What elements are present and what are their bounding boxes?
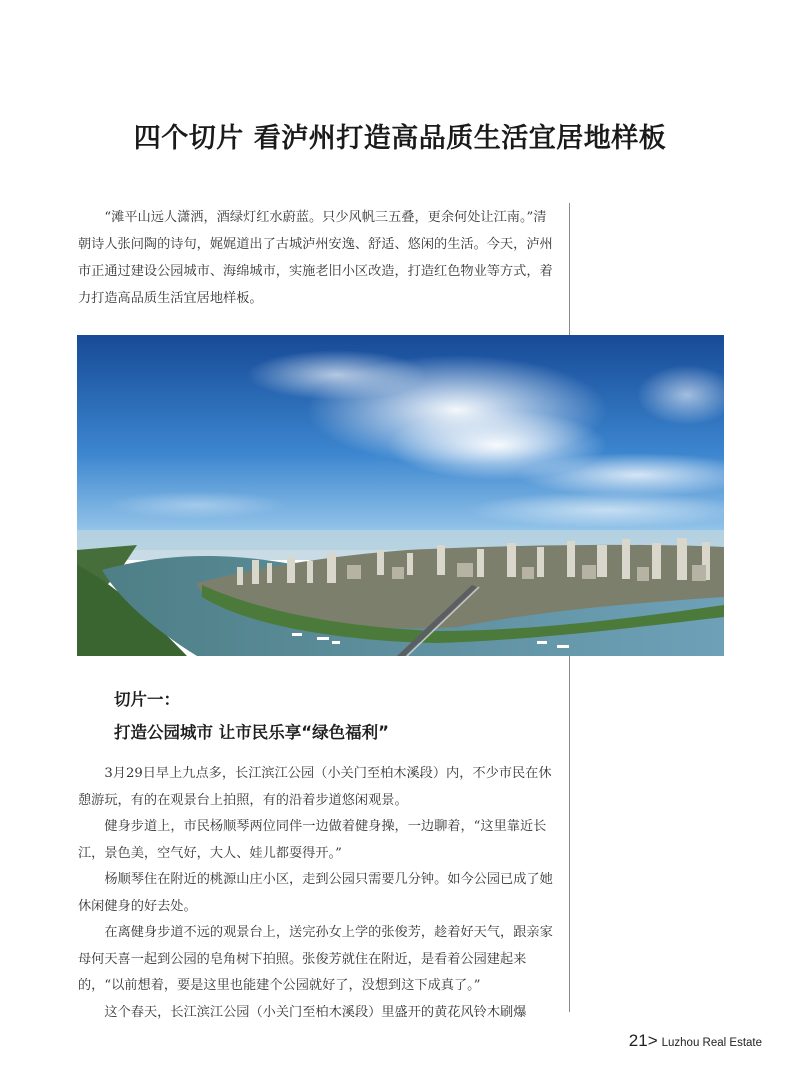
body-paragraph: 健身步道上，市民杨顺琴两位同伴一边做着健身操，一边聊着，“这里靠近长江，景色美，空气好，大人、娃儿都耍得开。” [78, 819, 547, 861]
section-label: 切片一： [114, 690, 180, 709]
column-divider-top [569, 203, 570, 335]
body-paragraph: 在离健身步道不远的观景台上，送完孙女上学的张俊芳，趁着好天气，跟亲家母何天喜一起到公园的皂角树下拍照。张俊芳就住在附近，是看着公园建起来的，“以前想着，要是这里也能建个公园就好了，没想到这下成真了。” [78, 925, 553, 993]
intro-paragraph: “滩平山远人潇洒，酒绿灯红水蔚蓝。只少风帆三五叠，更余何处让江南。”清朝诗人张问陶的诗句，娓娓道出了古城泸州安逸、舒适、悠闲的生活。今天，泸州市正通过建设公园城市、海绵城市，实施老旧小区改造，打造红色物业等方式，着力打造高品质生活宜居地样板。 [78, 210, 553, 306]
page-number: 21> [628, 1031, 658, 1050]
article-body [78, 761, 554, 1026]
body-paragraph: 3月29日早上九点多，长江滨江公园（小关门至柏木溪段）内，不少市民在休憩游玩，有的在观景台上拍照，有的沿着步道悠闲观景。 [78, 766, 552, 808]
body-paragraph: 杨顺琴住在附近的桃源山庄小区，走到公园只需要几分钟。如今公园已成了她休闲健身的好去处。 [78, 872, 553, 914]
publication-name: Luzhou Real Estate [661, 1037, 762, 1049]
section-title: 打造公园城市 让市民乐享“绿色福利” [114, 723, 389, 742]
page-title: 四个切片 看泸州打造高品质生活宜居地样板 [133, 123, 667, 154]
section-heading [114, 683, 544, 749]
city-panorama-photo [77, 335, 724, 656]
column-divider-bottom [569, 655, 570, 1012]
body-paragraph: 这个春天，长江滨江公园（小关门至柏木溪段）里盛开的黄花风铃木刷爆 [104, 1004, 527, 1020]
page-footer [629, 1031, 762, 1051]
